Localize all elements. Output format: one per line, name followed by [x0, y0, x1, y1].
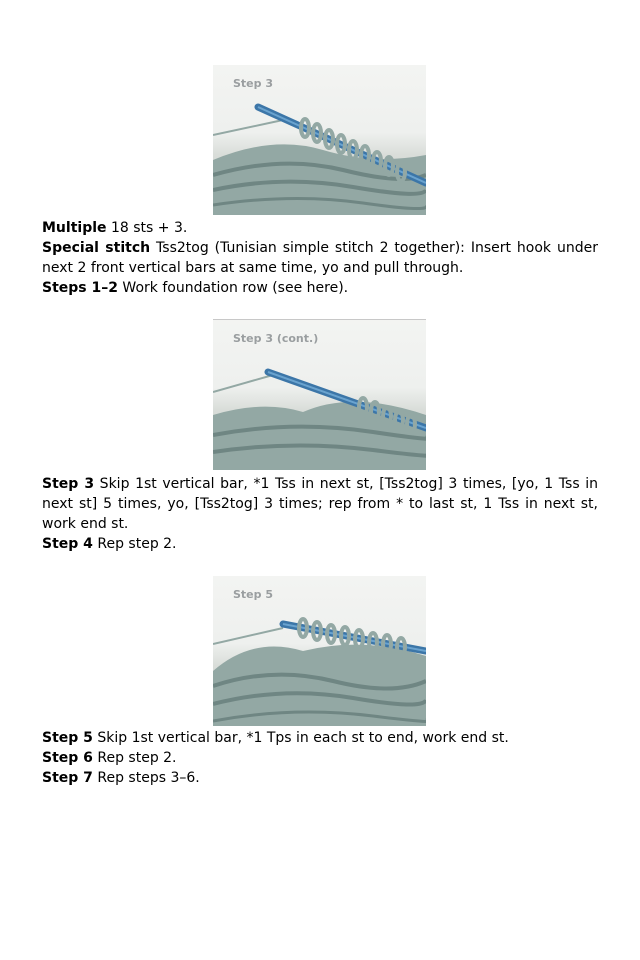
term: Step 3 — [42, 476, 95, 492]
term: Step 4 — [42, 536, 93, 552]
step-7-line — [42, 768, 598, 788]
steps-1-2-line — [42, 278, 598, 298]
step-4-line — [42, 534, 598, 554]
term: Step 5 — [42, 730, 93, 746]
step3-cont-photo — [213, 319, 426, 470]
term: Steps 1–2 — [42, 280, 118, 296]
photo-label: Step 3 (cont.) — [233, 332, 319, 345]
desc: Rep step 2. — [92, 750, 177, 766]
step-5-line — [42, 728, 598, 748]
step3-photo — [213, 65, 426, 215]
desc: Skip 1st vertical bar, *1 Tps in each st to end, work end st. — [92, 730, 509, 746]
term: Multiple — [42, 220, 107, 236]
desc: Skip 1st vertical bar, *1 Tss in next st, [Tss2tog] 3 times, [yo, 1 Tss in next st] 5 times, yo, [Tss2tog] 3 times; rep from * to last st, 1 Tss in next st, work end st. — [42, 476, 598, 532]
desc: Tss2tog (Tunisian simple stitch 2 together): Insert hook under next 2 front vertical bars at same time, yo and pull through. — [42, 240, 598, 276]
desc: 18 sts + 3. — [106, 220, 188, 236]
special-stitch-line — [42, 238, 598, 278]
photo-label: Step 3 — [233, 77, 273, 90]
desc: Work foundation row (see here). — [117, 280, 349, 296]
step5-photo — [213, 576, 426, 726]
term: Special stitch — [42, 240, 151, 256]
desc: Rep step 2. — [92, 536, 177, 552]
multiple-line — [42, 218, 598, 238]
step-6-line — [42, 748, 598, 768]
step-3-line — [42, 474, 598, 534]
photo-label: Step 5 — [233, 588, 273, 601]
term: Step 6 — [42, 750, 93, 766]
desc: Rep steps 3–6. — [92, 770, 200, 786]
term: Step 7 — [42, 770, 93, 786]
